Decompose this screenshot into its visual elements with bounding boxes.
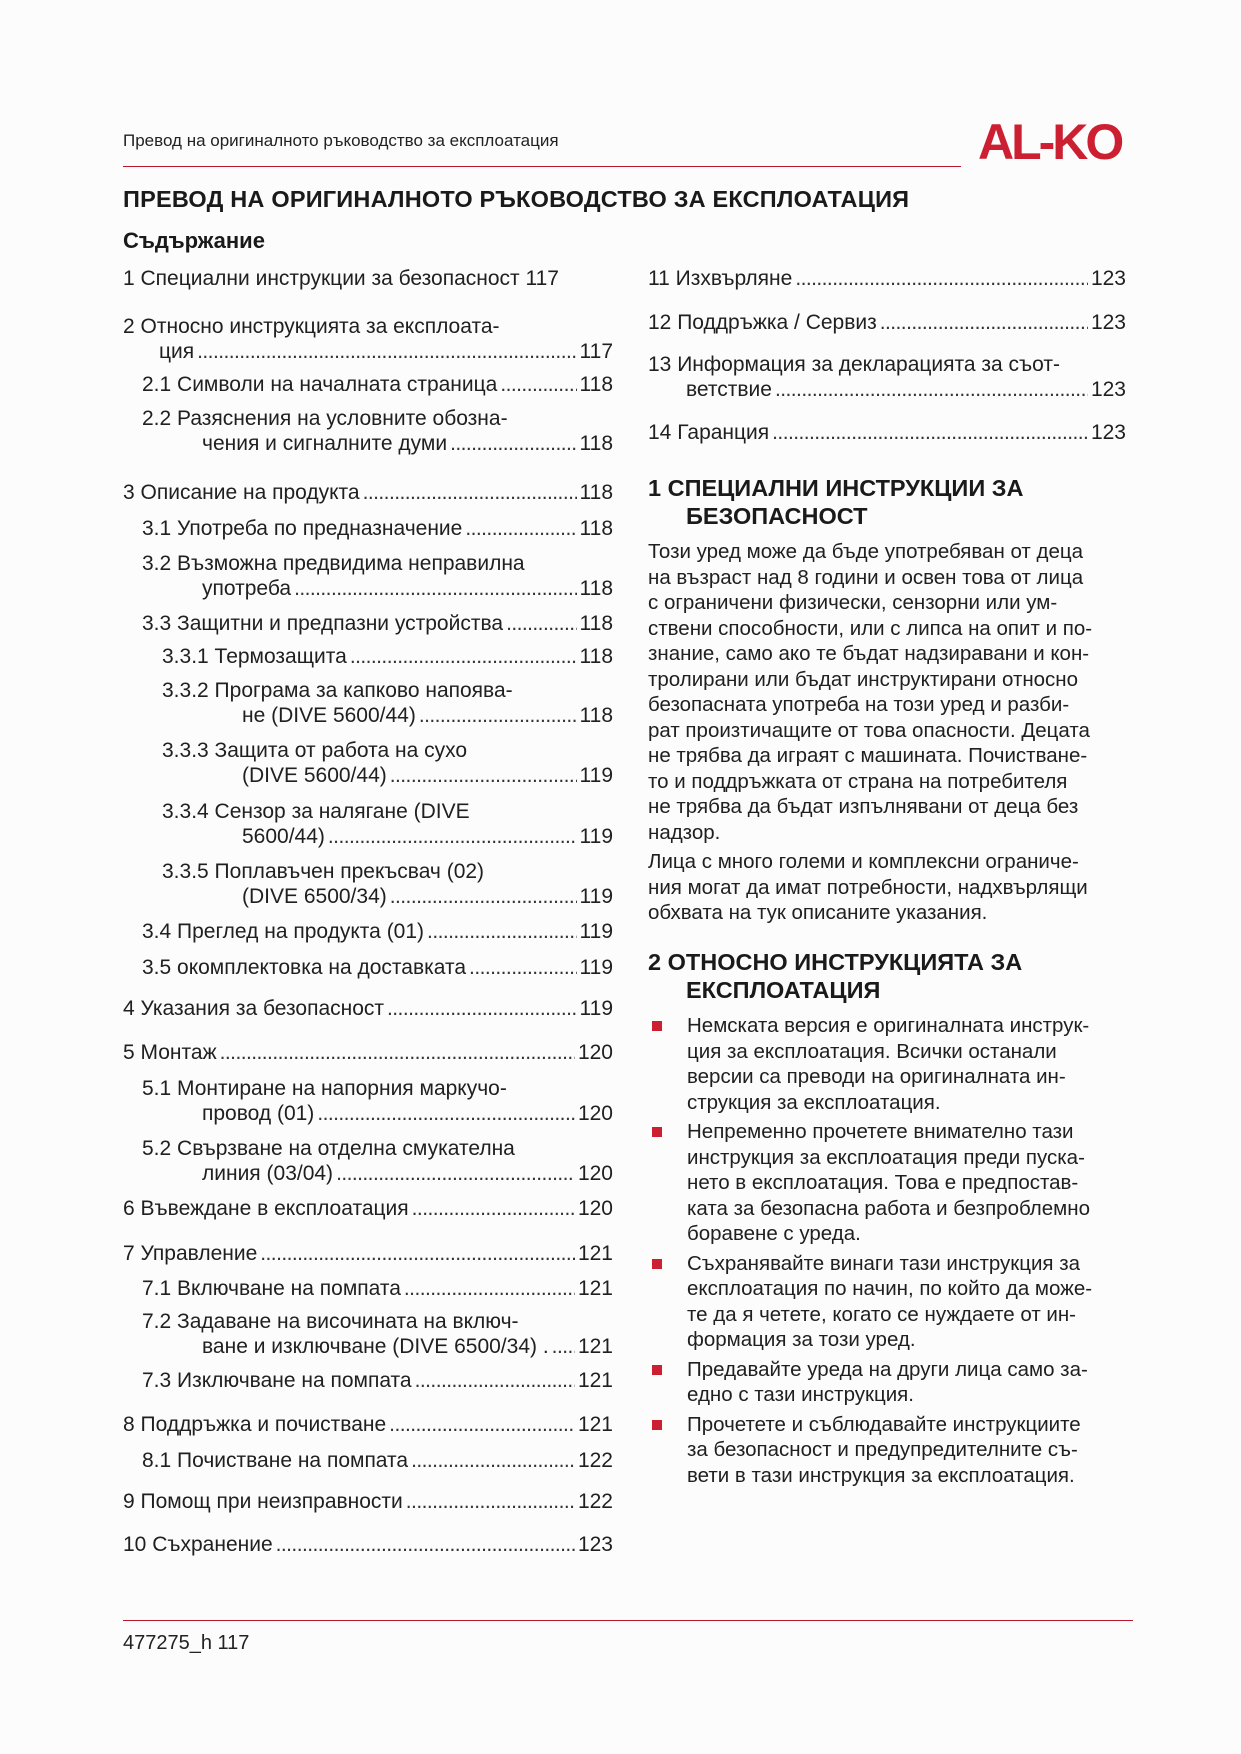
toc-entry[interactable] bbox=[142, 1368, 613, 1393]
svg-text:AL-KO: AL-KO bbox=[978, 114, 1122, 168]
toc-page-number: 119 bbox=[579, 885, 613, 908]
toc-page-number: 123 bbox=[1090, 421, 1126, 444]
toc-page-number: 117 bbox=[579, 340, 613, 363]
toc-entry-title: 3.3.2 Програма за капково напоява- bbox=[162, 679, 513, 702]
toc-entry[interactable] bbox=[142, 551, 613, 601]
toc-entry[interactable] bbox=[142, 1448, 613, 1473]
text-line: на възраст над 8 години и освен това от лица bbox=[648, 565, 1084, 589]
toc-entry-label: (DIVE 6500/34) bbox=[242, 885, 387, 908]
toc-entry[interactable] bbox=[142, 1309, 613, 1359]
toc-dot-leader bbox=[350, 644, 577, 669]
toc-dot-leader bbox=[427, 919, 576, 944]
text-line: Прочетете и съблюдавайте инструкциите bbox=[687, 1412, 1081, 1436]
section-2-title-line1: 2 ОТНОСНО ИНСТРУКЦИЯТА ЗА bbox=[648, 949, 1023, 975]
toc-entry-title: 3.3.3 Защита от работа на сухо bbox=[162, 739, 468, 762]
toc-page-number: 119 bbox=[579, 825, 613, 848]
toc-entry-label: 3.4 Преглед на продукта (01) bbox=[142, 920, 425, 943]
toc-dot-leader bbox=[294, 576, 576, 601]
toc-dot-leader bbox=[406, 1489, 575, 1514]
toc-page-number: 119 bbox=[579, 920, 613, 943]
toc-dot-leader bbox=[411, 1448, 575, 1473]
toc-entry[interactable] bbox=[162, 738, 613, 788]
text-line: инструкция за експлоатация преди пуска- bbox=[687, 1145, 1085, 1169]
toc-page-number: 123 bbox=[577, 1533, 613, 1556]
toc-page-number: 120 bbox=[577, 1197, 613, 1220]
toc-dot-leader bbox=[552, 1334, 575, 1359]
toc-entry-label: 8.1 Почистване на помпата bbox=[142, 1449, 409, 1472]
toc-entry[interactable] bbox=[648, 310, 1126, 335]
text-line: формация за този уред. bbox=[687, 1328, 916, 1351]
toc-entry-label: 7.3 Изключване на помпата bbox=[142, 1369, 412, 1392]
bullet-square-icon bbox=[652, 1259, 662, 1269]
al-ko-logo bbox=[976, 112, 1134, 168]
toc-dot-leader bbox=[276, 1532, 575, 1557]
toc-entry[interactable] bbox=[142, 611, 613, 636]
text-line: Предавайте уреда на други лица само за- bbox=[687, 1357, 1088, 1381]
text-line: Съхранявайте винаги тази инструкция за bbox=[687, 1251, 1081, 1275]
toc-entry-label: 5 Монтаж bbox=[123, 1041, 217, 1064]
toc-entry-label: (DIVE 5600/44) bbox=[242, 764, 387, 787]
toc-dot-leader bbox=[363, 480, 577, 505]
toc-page-number: 122 bbox=[577, 1490, 613, 1513]
toc-entry[interactable] bbox=[123, 1412, 613, 1437]
toc-dot-leader bbox=[450, 431, 576, 456]
toc-entry-title: 3.2 Възможна предвидима неправилна bbox=[142, 552, 525, 575]
section-1-paragraph-2 bbox=[648, 849, 1128, 926]
toc-entry-label: 3.5 окомплектовка на доставката bbox=[142, 956, 467, 979]
toc-page-number: 118 bbox=[579, 577, 613, 600]
toc-entry[interactable] bbox=[123, 1489, 613, 1514]
bullet-item bbox=[648, 1357, 1128, 1408]
header-rule bbox=[123, 166, 961, 167]
section-1-title-line2: БЕЗОПАСНОСТ bbox=[686, 503, 868, 529]
toc-entry[interactable] bbox=[123, 1532, 613, 1557]
toc-entry[interactable] bbox=[142, 1276, 613, 1301]
bullet-item bbox=[648, 1119, 1128, 1247]
toc-entry[interactable] bbox=[142, 955, 613, 980]
toc-entry[interactable] bbox=[648, 352, 1126, 402]
text-line: рат произтичащите от това опасности. Децата bbox=[648, 718, 1090, 742]
toc-page-number: 123 bbox=[1090, 267, 1126, 290]
toc-dot-leader bbox=[500, 372, 576, 397]
running-header: Превод на оригиналното ръководство за експлоатация bbox=[123, 131, 559, 150]
text-line: ция за експлоатация. Всички останали bbox=[687, 1039, 1057, 1063]
text-line: Този уред може да бъде употребяван от деца bbox=[648, 540, 1084, 563]
toc-entry[interactable] bbox=[142, 919, 613, 944]
toc-entry-label: 3.3.1 Термозащита bbox=[162, 645, 347, 668]
toc-entry[interactable] bbox=[648, 266, 1126, 291]
text-line: версии са преводи на оригиналната ин- bbox=[687, 1065, 1066, 1088]
toc-page-number: 119 bbox=[579, 956, 613, 979]
toc-entry-title: 2 Относно инструкцията за експлоата- bbox=[123, 315, 500, 338]
toc-page-number: 121 bbox=[577, 1335, 613, 1358]
text-line: те да я четете, когато се нуждаете от ин- bbox=[687, 1302, 1077, 1326]
text-line: струкция за експлоатация. bbox=[687, 1090, 941, 1114]
toc-page-number: 118 bbox=[579, 432, 613, 455]
toc-entry[interactable] bbox=[162, 678, 613, 728]
toc-entry-label: не (DIVE 5600/44) bbox=[242, 704, 416, 727]
toc-entry-label: линия (03/04) bbox=[202, 1162, 334, 1185]
toc-entry-label: 5600/44) bbox=[242, 825, 325, 848]
toc-entry-title: 1 Специални инструкции за безопасност 117 bbox=[123, 267, 559, 290]
toc-page-number: 123 bbox=[1090, 311, 1126, 334]
toc-entry-label: 14 Гаранция bbox=[648, 421, 770, 444]
text-line: за безопасност и предупредителните съ- bbox=[687, 1438, 1078, 1461]
toc-entry-label: ция bbox=[159, 340, 195, 363]
toc-page-number: 119 bbox=[579, 764, 613, 787]
toc-page-number: 121 bbox=[577, 1277, 613, 1300]
toc-dot-leader bbox=[387, 996, 577, 1021]
toc-dot-leader bbox=[880, 310, 1088, 335]
text-line: боравене с уреда. bbox=[687, 1222, 861, 1245]
text-line: с ограничени физически, сензорни или ум- bbox=[648, 591, 1058, 614]
toc-dot-leader bbox=[390, 763, 577, 788]
text-line: то и поддръжката от страна на потребителя bbox=[648, 769, 1068, 793]
toc-entry[interactable] bbox=[123, 1040, 613, 1065]
section-2-title-line2: ЕКСПЛОАТАЦИЯ bbox=[686, 977, 881, 1003]
toc-dot-leader bbox=[465, 516, 576, 541]
toc-entry[interactable] bbox=[142, 1136, 613, 1186]
toc-page-number: 118 bbox=[579, 373, 613, 396]
toc-entry[interactable] bbox=[162, 799, 613, 849]
toc-dot-leader bbox=[328, 824, 577, 849]
text-line: едно с тази инструкция. bbox=[687, 1383, 914, 1406]
text-line: ния могат да имат потребности, надхвърлящи bbox=[648, 875, 1088, 899]
toc-entry-label: 3 Описание на продукта bbox=[123, 481, 360, 504]
bullet-item bbox=[648, 1412, 1128, 1489]
toc-entry-label: 10 Съхранение bbox=[123, 1533, 273, 1556]
toc-entry-label: 7.1 Включване на помпата bbox=[142, 1277, 401, 1300]
toc-dot-leader bbox=[419, 703, 577, 728]
toc-dot-leader bbox=[220, 1040, 575, 1065]
text-line: експлоатация по начин, по който да може- bbox=[687, 1277, 1093, 1300]
toc-entry[interactable] bbox=[142, 1076, 613, 1126]
text-line: не трябва да бъдат изпълнявани от деца без bbox=[648, 795, 1079, 818]
toc-entry-label: 4 Указания за безопасност bbox=[123, 997, 385, 1020]
text-line: обхвата на тук описаните указания. bbox=[648, 901, 988, 924]
toc-dot-leader bbox=[390, 884, 577, 909]
toc-dot-leader bbox=[469, 955, 576, 980]
toc-page-number: 120 bbox=[577, 1162, 613, 1185]
toc-dot-leader bbox=[412, 1196, 575, 1221]
text-line: ствени способности, или с липса на опит и по- bbox=[648, 616, 1093, 640]
footer-doc-number: 477275_h 117 bbox=[123, 1632, 250, 1654]
toc-entry-label: 7 Управление bbox=[123, 1242, 258, 1265]
text-line: тролирани или бъдат инструктирани относно bbox=[648, 667, 1079, 691]
toc-page-number: 122 bbox=[577, 1449, 613, 1472]
toc-entry-title: 2.2 Разяснения на условните обозна- bbox=[142, 407, 508, 430]
toc-entry-label: 11 Изхвърляне bbox=[648, 267, 793, 290]
toc-dot-leader bbox=[317, 1101, 575, 1126]
toc-entry-label: употреба bbox=[202, 577, 292, 600]
toc-dot-leader bbox=[336, 1161, 575, 1186]
bullet-item bbox=[648, 1013, 1128, 1115]
toc-page-number: 118 bbox=[579, 481, 613, 504]
toc-dot-leader bbox=[775, 377, 1088, 402]
bullet-square-icon bbox=[652, 1127, 662, 1137]
text-line: нето в експлоатация. Това е предпостав- bbox=[687, 1171, 1079, 1194]
text-line: Лица с много големи и комплексни ограниче- bbox=[648, 850, 1079, 873]
toc-entry-label: 3.1 Употреба по предназначение bbox=[142, 517, 463, 540]
bullet-item bbox=[648, 1251, 1128, 1353]
toc-entry-label: ветствие bbox=[686, 378, 772, 401]
toc-page-number: 121 bbox=[577, 1413, 613, 1436]
toc-entry[interactable] bbox=[123, 996, 613, 1021]
toc-entry[interactable] bbox=[142, 372, 613, 397]
text-line: не трябва да играят с машината. Почистване- bbox=[648, 744, 1088, 767]
toc-entry-label: ване и изключване (DIVE 6500/34) . bbox=[202, 1335, 549, 1358]
toc-entry[interactable] bbox=[648, 420, 1126, 445]
toc-dot-leader bbox=[389, 1412, 575, 1437]
toc-entry[interactable] bbox=[123, 314, 613, 364]
toc-page-number: 118 bbox=[579, 517, 613, 540]
footer-rule bbox=[123, 1620, 1133, 1621]
main-title: ПРЕВОД НА ОРИГИНАЛНОТО РЪКОВОДСТВО ЗА ЕКСПЛОАТАЦИЯ bbox=[123, 186, 910, 212]
toc-dot-leader bbox=[795, 266, 1088, 291]
toc-page-number: 118 bbox=[579, 704, 613, 727]
toc-entry-label: провод (01) bbox=[202, 1102, 315, 1125]
toc-entry-label: 2.1 Символи на началната страница bbox=[142, 373, 498, 396]
toc-entry[interactable] bbox=[123, 480, 613, 505]
toc-entry-title: 13 Информация за декларацията за съот- bbox=[648, 353, 1061, 376]
section-1-title-line1: 1 СПЕЦИАЛНИ ИНСТРУКЦИИ ЗА bbox=[648, 475, 1024, 501]
text-line: Немската версия е оригиналната инструк- bbox=[687, 1014, 1090, 1037]
toc-dot-leader bbox=[260, 1241, 575, 1266]
toc-dot-leader bbox=[197, 339, 576, 364]
text-line: знание, само ако те бъдат надзиравани и кон- bbox=[648, 642, 1090, 665]
bullet-square-icon bbox=[652, 1365, 662, 1375]
toc-entry-label: 3.3 Защитни и предпазни устройства bbox=[142, 612, 504, 635]
toc-entry-label: 9 Помощ при неизправности bbox=[123, 1490, 403, 1513]
toc-page-number: 118 bbox=[579, 612, 613, 635]
section-1-heading bbox=[648, 474, 1128, 530]
bullet-square-icon bbox=[652, 1420, 662, 1430]
toc-entry-label: 8 Поддръжка и почистване bbox=[123, 1413, 387, 1436]
toc-page-number: 121 bbox=[577, 1369, 613, 1392]
toc-page-number: 121 bbox=[577, 1242, 613, 1265]
toc-entry-title: 7.2 Задаване на височината на включ- bbox=[142, 1310, 519, 1333]
bullet-square-icon bbox=[652, 1021, 662, 1031]
toc-page-number: 123 bbox=[1090, 378, 1126, 401]
toc-entry-label: 12 Поддръжка / Сервиз bbox=[648, 311, 877, 334]
toc-entry-label: 6 Въвеждане в експлоатация bbox=[123, 1197, 409, 1220]
text-line: надзор. bbox=[648, 820, 721, 844]
toc-page-number: 120 bbox=[577, 1102, 613, 1125]
text-line: Непременно прочетете внимателно тази bbox=[687, 1120, 1074, 1143]
toc-entry-title: 5.2 Свързване на отделна смукателна bbox=[142, 1137, 515, 1160]
toc-entry[interactable] bbox=[123, 1196, 613, 1221]
text-line: вети в тази инструкция за експлоатация. bbox=[687, 1463, 1075, 1487]
toc-entry-title: 5.1 Монтиране на напорния маркучо- bbox=[142, 1077, 507, 1100]
toc-dot-leader bbox=[772, 420, 1088, 445]
toc-entry-title: 3.3.5 Поплавъчен прекъсвач (02) bbox=[162, 860, 485, 883]
section-2-bullet-list bbox=[648, 1013, 1128, 1492]
text-line: ката за безопасна работа и безпроблемно bbox=[687, 1196, 1090, 1220]
toc-dot-leader bbox=[404, 1276, 575, 1301]
toc-entry[interactable] bbox=[142, 516, 613, 541]
toc-page-number: 118 bbox=[579, 645, 613, 668]
toc-entry[interactable] bbox=[142, 406, 613, 456]
section-2-heading bbox=[648, 948, 1128, 1004]
toc-entry[interactable] bbox=[123, 266, 613, 291]
toc-entry-label: чения и сигналните думи bbox=[202, 432, 448, 455]
toc-dot-leader bbox=[506, 611, 576, 636]
toc-page-number: 120 bbox=[577, 1041, 613, 1064]
toc-entry[interactable] bbox=[162, 859, 613, 909]
toc-entry-title: 3.3.4 Сензор за налягане (DIVE bbox=[162, 800, 470, 823]
toc-entry[interactable] bbox=[123, 1241, 613, 1266]
toc-entry[interactable] bbox=[162, 644, 613, 669]
toc-page-number: 119 bbox=[579, 997, 613, 1020]
section-1-body bbox=[648, 539, 1128, 930]
toc-dot-leader bbox=[415, 1368, 575, 1393]
text-line: безопасната употреба на този уред и разби- bbox=[648, 693, 1070, 716]
contents-title: Съдържание bbox=[123, 228, 265, 253]
section-1-paragraph-1 bbox=[648, 539, 1128, 845]
